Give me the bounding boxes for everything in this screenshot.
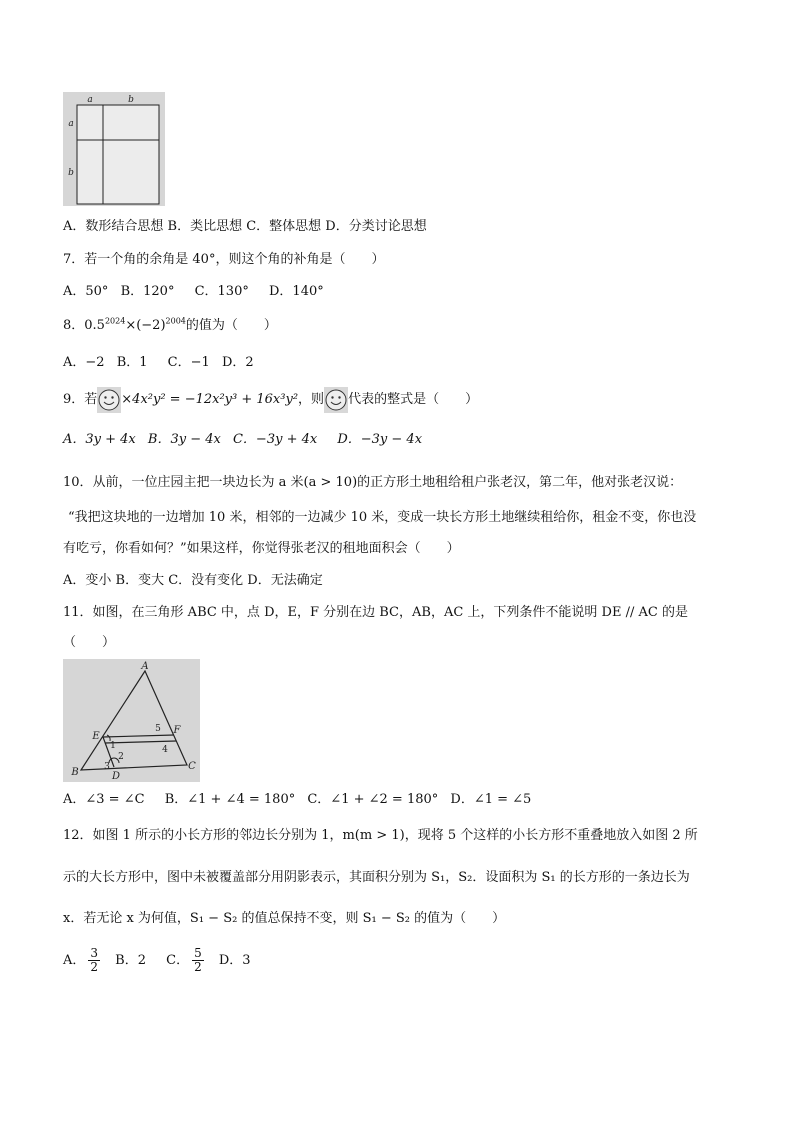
q9-option-d: D．−3y − 4x bbox=[337, 432, 423, 447]
q12-option-c-fraction bbox=[192, 947, 204, 974]
angle-2-label: 2 bbox=[118, 752, 124, 762]
vertex-c-label: C bbox=[188, 761, 196, 772]
smiley-face-icon bbox=[97, 387, 121, 413]
smiley-face-icon bbox=[324, 387, 348, 413]
q9-options bbox=[63, 430, 422, 450]
q12-line-2: 示的大长方形中，图中未被覆盖部分用阴影表示，其面积分别为 S₁，S₂．设面积为 S₁ 的长方形的一条边长为 bbox=[63, 870, 690, 885]
q10-line-2: “我把这块地的一边增加 10 米，相邻的一边减少 10 米，变成一块长方形土地继续租给你，租金不变，你也没 bbox=[68, 510, 697, 525]
q9-stem bbox=[63, 386, 478, 414]
q8-exponent-2: 2004 bbox=[165, 316, 186, 326]
point-d-label: D bbox=[111, 771, 121, 782]
q12-line-1: 12．如图 1 所示的小长方形的邻边长分别为 1，m(m > 1)，现将 5 个这样的小长方形不重叠地放入如图 2 所 bbox=[63, 828, 698, 843]
q8-options bbox=[63, 353, 254, 373]
label-a-left: a bbox=[68, 119, 74, 129]
vertex-b-label: B bbox=[71, 767, 79, 778]
q12-option-d: D．3 bbox=[218, 953, 251, 968]
angle-5-label: 5 bbox=[155, 724, 161, 734]
label-b-left: b bbox=[68, 168, 74, 178]
q7-stem: 7．若一个角的余角是 40°，则这个角的补角是（ ） bbox=[63, 252, 385, 267]
q8-base: 0.5 bbox=[84, 318, 105, 333]
q11-options bbox=[63, 790, 531, 810]
q10-line-1: 10．从前，一位庄园主把一块边长为 a 米(a > 10)的正方形土地租给租户张老汉，第二年，他对张老汉说： bbox=[63, 475, 683, 490]
label-b-top: b bbox=[128, 95, 134, 105]
q10-options: A．变小 B．变大 C．没有变化 D．无法确定 bbox=[63, 573, 323, 588]
q11-option-c: C．∠1 + ∠2 = 180° bbox=[307, 792, 439, 807]
q6-options: A．数形结合思想 B．类比思想 C．整体思想 D．分类讨论思想 bbox=[63, 219, 427, 234]
square-diagram-svg bbox=[63, 92, 165, 206]
q8-option-a: A．−2 bbox=[63, 355, 105, 370]
angle-4-label: 4 bbox=[162, 745, 168, 755]
q12-option-a-prefix: A． bbox=[63, 953, 86, 968]
q9-expression: ×4x²y² = −12x²y³ + 16x³y² bbox=[121, 392, 299, 407]
q12-option-a-fraction bbox=[88, 947, 100, 974]
q9-number: 9．若 bbox=[63, 392, 98, 407]
q8-rest: 的值为（ ） bbox=[185, 318, 277, 333]
q8-option-d: D．2 bbox=[221, 355, 254, 370]
q12-option-c-numerator: 5 bbox=[194, 946, 202, 960]
point-e-label: E bbox=[92, 731, 100, 742]
q8-number: 8． bbox=[63, 318, 85, 333]
q8-stem bbox=[63, 316, 277, 336]
q9-option-c: C．−3y + 4x bbox=[232, 432, 318, 447]
q9-option-a: A．3y + 4x bbox=[63, 432, 136, 447]
q11-line-1: 11．如图，在三角形 ABC 中，点 D，E，F 分别在边 BC，AB，AC 上，下列条件不能说明 DE // AC 的是 bbox=[63, 605, 688, 620]
q12-option-a-numerator: 3 bbox=[90, 946, 99, 960]
triangle-diagram bbox=[63, 659, 200, 782]
q12-line-3: x．若无论 x 为何值，S₁ − S₂ 的值总保持不变，则 S₁ − S₂ 的值为（ ） bbox=[63, 911, 506, 926]
q11-option-a: A．∠3 = ∠C bbox=[63, 792, 145, 807]
label-a-top: a bbox=[87, 95, 93, 105]
q10-line-3: 有吃亏，你看如何？”如果这样，你觉得张老汉的租地面积会（ ） bbox=[63, 541, 460, 556]
q12-option-b: B．2 bbox=[115, 953, 146, 968]
q12-option-c-prefix: C． bbox=[166, 953, 190, 968]
q11-line-2: （ ） bbox=[63, 635, 116, 650]
angle-1-label: 1 bbox=[110, 741, 116, 751]
point-f-label: F bbox=[173, 725, 181, 736]
q9-option-b: B．3y − 4x bbox=[147, 432, 221, 447]
q7-option-a: A．50° bbox=[63, 284, 109, 299]
q8-option-c: C．−1 bbox=[167, 355, 210, 370]
q9-mid: ，则 bbox=[298, 392, 325, 407]
q7-option-c: C．130° bbox=[194, 284, 249, 299]
q11-option-b: B．∠1 + ∠4 = 180° bbox=[164, 792, 296, 807]
q8-option-b: B．1 bbox=[116, 355, 148, 370]
q7-options bbox=[63, 282, 324, 302]
q11-option-d: D．∠1 = ∠5 bbox=[450, 792, 532, 807]
q9-end: 代表的整式是（ ） bbox=[348, 392, 479, 407]
q12-options bbox=[63, 946, 251, 976]
q12-option-c-denominator: 2 bbox=[194, 960, 202, 974]
q7-option-b: B．120° bbox=[120, 284, 175, 299]
square-diagram bbox=[63, 92, 165, 206]
q7-option-d: D．140° bbox=[269, 284, 324, 299]
q12-option-a-denominator: 2 bbox=[90, 960, 99, 974]
triangle-diagram-svg bbox=[63, 659, 200, 782]
vertex-a-label: A bbox=[141, 661, 149, 672]
angle-3-label: 3 bbox=[104, 762, 110, 772]
q8-exponent-1: 2024 bbox=[104, 316, 126, 326]
q8-times: ×(−2) bbox=[125, 318, 166, 333]
